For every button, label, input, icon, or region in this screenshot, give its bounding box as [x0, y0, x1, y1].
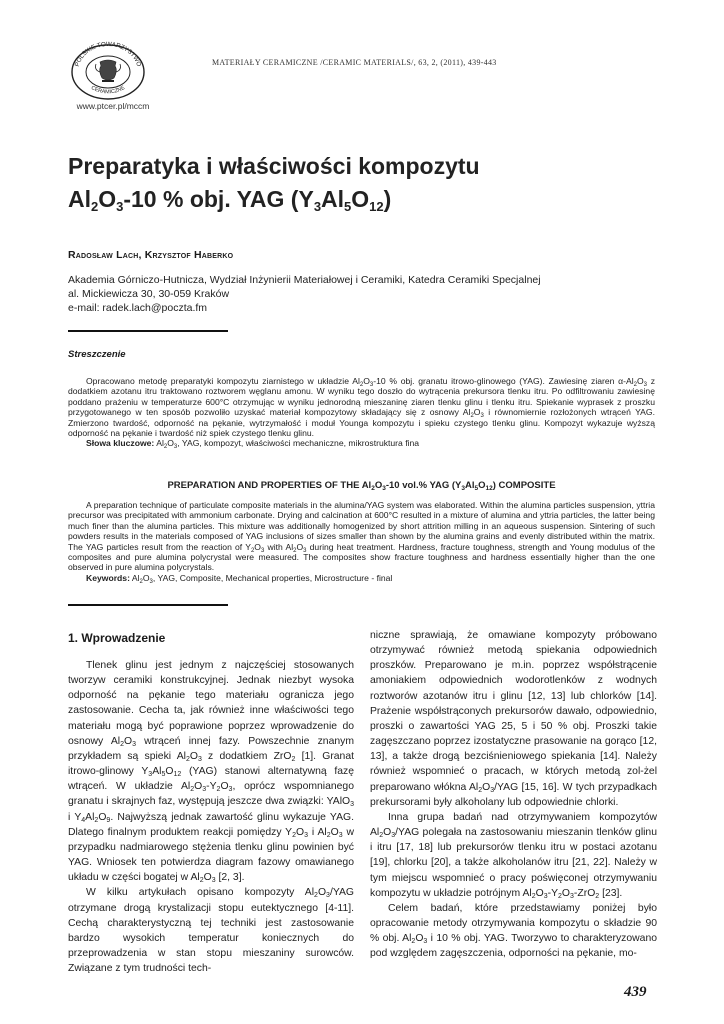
article-title — [68, 150, 668, 216]
paragraph: Celem badań, które przedstawiamy poniżej było opracowanie metody otrzymywania kompozytu o składzie 90 % obj. $Al_2O_3$ i 10 % obj. YAG. Tworzywo to charakteryzowano pod względem zagęszczenia, odporności na pękanie, mo- — [370, 902, 657, 960]
logo-bottom-text: CERAMICZNE — [89, 85, 127, 96]
abstract-en — [68, 500, 655, 583]
page-number: 439 — [624, 984, 647, 1000]
body-column-right — [370, 628, 657, 961]
paragraph: Inna grupa badań nad otrzymywaniem kompozytów $Al_2O_3$/YAG polegała na zastosowaniu mieszanin tlenków glinu i itru [17, 18] lub prekursorów tlenku itru w postaci azotanu [19], chlorku [20], a także alkoholanów itru [21, 22]. Należy w tym miejscu wspomnieć o pracy poświęconej otrzymywaniu kompozytu w układzie potrójnym $Al_2O_3-Y_2O_3-ZrO_2$ [23]. — [370, 811, 657, 900]
affiliation-email[interactable]: e-mail: radek.lach@poczta.fm — [68, 302, 208, 314]
abstract-pl — [68, 376, 655, 449]
abstract-pl-body: Opracowano metodę preparatyki kompozytu ziarnistego w układzie $Al_2O_3-10$ % obj. granatu itrowo-glinowego (YAG). Zawiesinę ziaren $\alpha-Al_2O_3$ z dodatkiem azotanu itru traktowano roztworem węglanu amonu. W wyniku tego doszło do wytrącenia prekursora tlenku itru. Po odfiltrowaniu zawiesinę poddano prażeniu w temperaturze 600°C otrzymując w wyniku jednorodną mieszaninę ziaren tlenku glinu i tlenku itru. Spiekanie wyprasek z proszku przygotowanego w ten sposób pozwoliło uzyskać materiał kompozytowy składający się z osnowy $Al_2O_3$ i równomiernie rozłożonych wtrąceń YAG. Zmierzono twardość, odporność na pękanie, wytrzymałość i moduł Younga kompozytu i spieku czystego tlenku glinu. Kompozyt wykazuje wyższą odporność na pękanie i twardość niż spiek czystego tlenku glinu. — [68, 376, 656, 439]
title-line-2: $Al_2O_3-10$ % obj. YAG $(Y_3Al_5O_{12})$ — [68, 186, 392, 214]
abstract-en-body: A preparation technique of particulate composite materials in the alumina/YAG system was elaborated. Within the alumina particles suspension, yttria precursor was precipitated with ammonium carbonate. Drying and calcination at 600°C resulted in a mixture of alumina and yttria particles, the latter being much finer than the alumina particles. This mixture was additionally homogenized by short attrition milling in an aqueous suspension. Sintering of such powders results in the materials composed of YAG inclusions of sizes smaller than shown by the alumina grains and evenly distributed within the matrix. The YAG particles result from the reaction of $Y_2O_3$ with $Al_2O_3$ during heat treatment. Hardness, fracture toughness, strength and Young modulus of the composites and pure alumina polycrystal were measured. The composites show fracture toughness and hardness essentially higher than the one observed in pure alumina polycrystals. — [68, 500, 655, 573]
keywords-pl — [68, 438, 655, 451]
society-logo — [60, 40, 156, 100]
keywords-en-label: Keywords: — [86, 572, 130, 583]
affiliation-address: al. Mickiewicza 30, 30-059 Kraków — [68, 288, 230, 300]
paragraph: niczne sprawiają, że omawiane kompozyty próbowano otrzymywać również metodą spiekania odpowiednich proszków. Preparowano je m.in. poprzez współstrącenie amoniakiem odpowiednich wodorotlenków z wodnych roztworów azotanów itru i glinu [12, 13] lub chlorków [14]. Prażenie współstrąconych prekursorów dawało, odpowiednio, proszki o zawartości YAG 25, 5 i 50 % obj. Proszki takie zagęszczano poprzez izostatyczne prasowanie na gorąco [12, 13], a także drogą bezciśnieniowego spiekania [14]. Należy również wspomnieć o pracach, w których metodą zol-żel preparowano włókna $Al_2O_3$/YAG [15, 16]. W tych przypadkach prekursorami były alkoholany lub odpowiednie chlorki. — [370, 630, 657, 808]
authors: Radosław Lach, Krzysztof Haberko — [68, 249, 234, 261]
paragraph: W kilku artykułach opisano kompozyty $Al_2O_3$/YAG otrzymane drogą krystalizacji stopu eutektycznego [4-11]. Cechą charakterystyczną tej techniki jest zastosowanie bardzo wysokich temperatur koniecznych do przeprowadzenia w stan stopu mieszaniny surowców. Związane z tym trudności tech- — [68, 887, 354, 975]
body-column-left — [68, 658, 354, 976]
journal-reference: MATERIAŁY CERAMICZNE /CERAMIC MATERIALS/, 63, 2, (2011), 439-443 — [212, 58, 497, 67]
logo-top-text: POLSKIE TOWARZYSTWO — [73, 40, 143, 68]
keywords-en — [68, 573, 655, 583]
amphora-icon — [96, 60, 121, 82]
abstract-pl-heading: Streszczenie — [68, 349, 126, 360]
section-heading: 1. Wprowadzenie — [68, 631, 166, 645]
affiliation — [68, 273, 668, 315]
affiliation-institution: Akademia Górniczo-Hutnicza, Wydział Inżynierii Materiałowej i Ceramiki, Katedra Ceramiki Specjalnej — [68, 274, 541, 286]
keywords-pl-label: Słowa kluczowe: — [86, 438, 155, 449]
keywords-en-values: $Al_2O_3$, YAG, Composite, Mechanical properties, Microstructure - final — [131, 572, 393, 585]
divider — [68, 604, 228, 606]
paragraph: Tlenek glinu jest jednym z najczęściej stosowanych tworzyw ceramiki konstrukcyjnej. Jednak niezbyt wysoka odporność na pękanie tego materiału ogranicza jego zastosowanie. Cecha ta, jak również inne właściwości tego materiału mogą być poprawione poprzez wprowadzenie do osnowy $Al_2O_3$ wtrąceń innej fazy. Powszechnie znanym przykładem są spieki $Al_2O_3$ z dodatkiem ZrO$_2$ [1]. Granat itrowo-glinowy $Y_3Al_5O_{12}$ (YAG) stanowi alternatywną fazę wtrąceń. W układzie $Al_2O_3-Y_2O_3$, oprócz wspomnianego granatu i skrajnych faz, występują jeszcze dwa związki: YAlO$_3$ i $Y_4Al_2O_9$. Najwyższą jednak zawartość glinu wykazuje YAG. Dlatego finalnym produktem reakcji pomiędzy $Y_2O_3$ i $Al_2O_3$ w przypadku nadmiarowego stężenia tlenku glinu powinien być YAG. Wniosek ten potwierdza diagram fazowy omawianego układu w części bogatej w $Al_2O_3$ [2, 3]. — [68, 660, 354, 885]
title-line-1: Preparatyka i właściwości kompozytu — [68, 153, 480, 179]
divider — [68, 330, 228, 332]
keywords-pl-values: $Al_2O_3$, YAG, kompozyt, właściwości mechaniczne, mikrostruktura fina — [156, 438, 420, 451]
abstract-en-title: PREPARATION AND PROPERTIES OF THE $Al_2O_3-10$ vol.% YAG $(Y_3Al_5O_{12})$ COMPOSITE — [167, 480, 556, 492]
website-url[interactable]: www.ptcer.pl/mccm — [76, 101, 150, 111]
